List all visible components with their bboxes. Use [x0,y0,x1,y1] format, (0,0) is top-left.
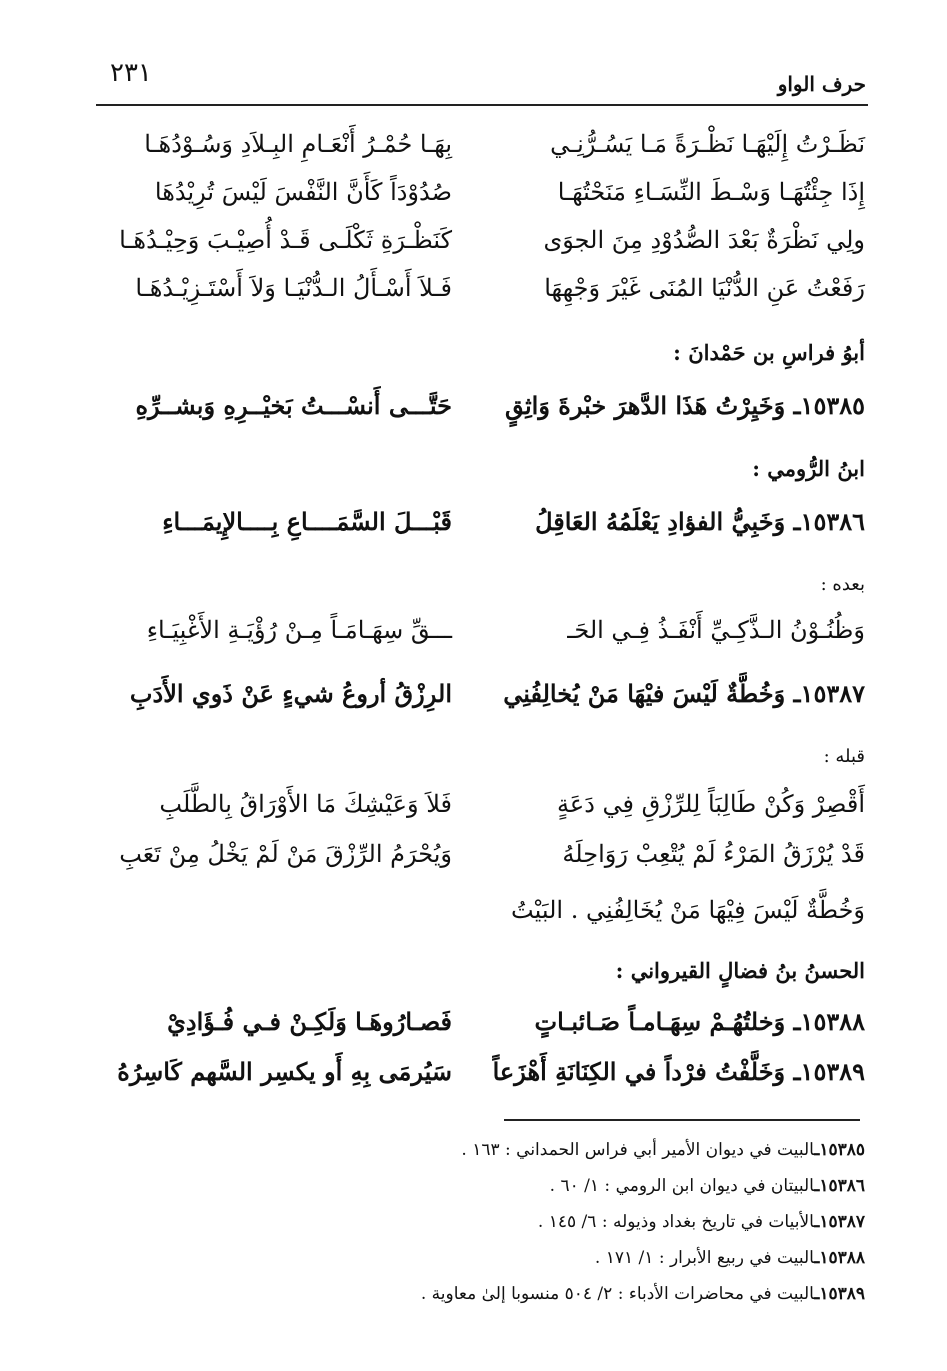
page-number: ٢٣١ [110,58,152,88]
verse-right: ولِي نَظْرَةٌ بَعْدَ الصُّدُوْدِ مِنَ الجوَى [543,226,865,254]
verse-right: وَخَبِيُّ الفؤادِ يَعْلَمُهُ العَاقِلُ [535,507,786,536]
verse-number: ١٥٣٨٩ـ [793,1057,865,1086]
note-label: بعده : [820,574,865,595]
verse-left: قَبْـــلَ السَّمَــــاعِ بِــــالإِيمَـــاءِ [162,507,452,536]
footnote-text: البيتان في ديوان ابن الرومي : ١/ ٦٠ . [549,1176,815,1196]
footnote [461,1140,865,1160]
footnote-number: ١٥٣٨٩ـ [814,1284,865,1304]
verse-right: وَخُطَّةٌ لَيْسَ فيْهَا مَنْ يُخالِفُنِي [503,679,786,708]
verse-left: فَصـارُوهَـا وَلَكِـنْ فـي فُـؤَادِيْ [167,1007,452,1036]
footnote-number: ١٥٣٨٧ـ [814,1212,865,1232]
verse-left: سَيُرمَى بِهِ أَو يكسِر السَّهم كَاسِرُهُ [117,1057,452,1086]
header-rule [96,104,868,106]
footnote [595,1248,865,1268]
verse-repeat: وَخُطَّةٌ لَيْسَ فِيْهَا مَنْ يُخَالِفُنِي . البَيْتُ [511,896,865,924]
verse-left: ـــقِّ سِهَـامَـاً مِـنْ رُؤْيَـةِ الأَغْبِيَـاءِ [146,616,452,644]
verse-number: ١٥٣٨٨ـ [793,1007,865,1036]
verse-left: صُدُوْدَاً كَأَنَّ النَّفْسَ لَيْسَ تُرِيْدُهَا [154,178,452,206]
verse-right: وَخَلَّفْتُ فرْداً في الكِنَانَةِ أَهْزَعاً [492,1057,786,1086]
verse-number: ١٥٣٨٥ـ [793,391,865,420]
verse-number: ١٥٣٨٧ـ [793,679,865,708]
verse-numbered [495,680,865,709]
verse-number: ١٥٣٨٦ـ [793,507,865,536]
note-label: قبله : [823,746,865,767]
footnote-text: البيت في ديوان الأمير أبي فراس الحمداني : ١٦٣ . [461,1140,815,1160]
footnote-text: البيت في محاضرات الأدباء : ٢/ ٥٠٤ منسوبا إلىٰ معاوية . [420,1284,815,1304]
section-title: حرف الواو [777,72,866,96]
footnote [538,1212,865,1232]
verse-numbered [495,392,865,421]
verse-numbered [495,508,865,537]
verse-left: الرِزْقُ أروعُ شيءٍ عَنْ ذَوي الأَدَبِ [129,679,452,708]
verse-right: رَفَعْتُ عَنِ الدُّنْيَا المُنَى غَيْرَ وَجْهِهَا [544,274,865,302]
poet-name: الحسنُ بنُ فضالٍ القيرواني : [615,958,865,983]
verse-right: وَخلتُهُـمْ سِهَـامـاً صَـائبـاتٍ [534,1007,786,1036]
verse-right: إِذَا جِئْتُهَـا وَسْـطَ النِّسَـاءِ مَنَحْتُهَـا [557,178,865,206]
verse-right: أَقْصِرْ وَكُنْ طَالِبَاً لِلرِّزْقِ فِي دَعَةٍ [557,790,865,818]
verse-left: فَلاَ وَعَيْشِكَ مَا الأَوْرَاقُ بِالطَّلَبِ [159,790,452,818]
footnote-number: ١٥٣٨٨ـ [814,1248,865,1268]
verse-numbered [495,1008,865,1037]
poet-name: أبوُ فراسِ بن حَمْدانَ : [673,340,865,365]
footnote-number: ١٥٣٨٥ـ [814,1140,865,1160]
verse-right: وَخَيِرْتُ هَذَا الدَّهرَ خبْرةَ وَاثِقٍ [504,391,786,420]
verse-left: وَيُحْرَمُ الرِّزْقَ مَنْ لَمْ يَخْلُ مِنْ تَعَبِ [119,840,452,868]
verse-left: حَتَّـــى أَنسْـــتُ بَخيْــرِهِ وَبشــرِّهِ [135,391,452,420]
poet-name: ابنُ الرُّومي : [752,456,865,481]
verse-left: كَنَظْـرَةِ ثَكْلَـى قَـدْ أُصِيْـبَ وَحِيْـدُهَـا [119,226,452,254]
page-header [96,52,866,102]
verse-left: بِهَـا حُمْـرُ أَنْعَـامِ البِـلاَدِ وَسُـوْدُهَـا [144,130,452,158]
footnote-number: ١٥٣٨٦ـ [814,1176,865,1196]
verse-right: وَظُنُـوْنُ الـذَّكِـيِّ أَنْفَـذُ فِـي الحَـ [567,616,865,644]
verse-numbered [492,1057,865,1087]
verse-left: فَـلاَ أَسْـأَلُ الـدُّنْيَـا وَلاَ أَسْتَـزِيْـدُهَـا [135,274,452,302]
footnote-text: البيت في ربيع الأبرار : ١/ ١٧١ . [594,1248,815,1268]
verse-right: نَظَـرْتُ إِلَيْهَـا نَظْـرَةً مَـا يَسُـرُّنِـي [550,130,865,158]
footnote-text: الأبيات في تاريخ بغداد وذيوله : ٦/ ١٤٥ . [537,1212,815,1232]
footnote-rule [504,1119,860,1121]
footnote [550,1176,865,1196]
verse-right: قَدْ يُرْزَقُ المَرْءُ لَمْ يُتْعِبْ رَوَاحِلَهُ [562,840,865,868]
footnote [421,1284,865,1304]
